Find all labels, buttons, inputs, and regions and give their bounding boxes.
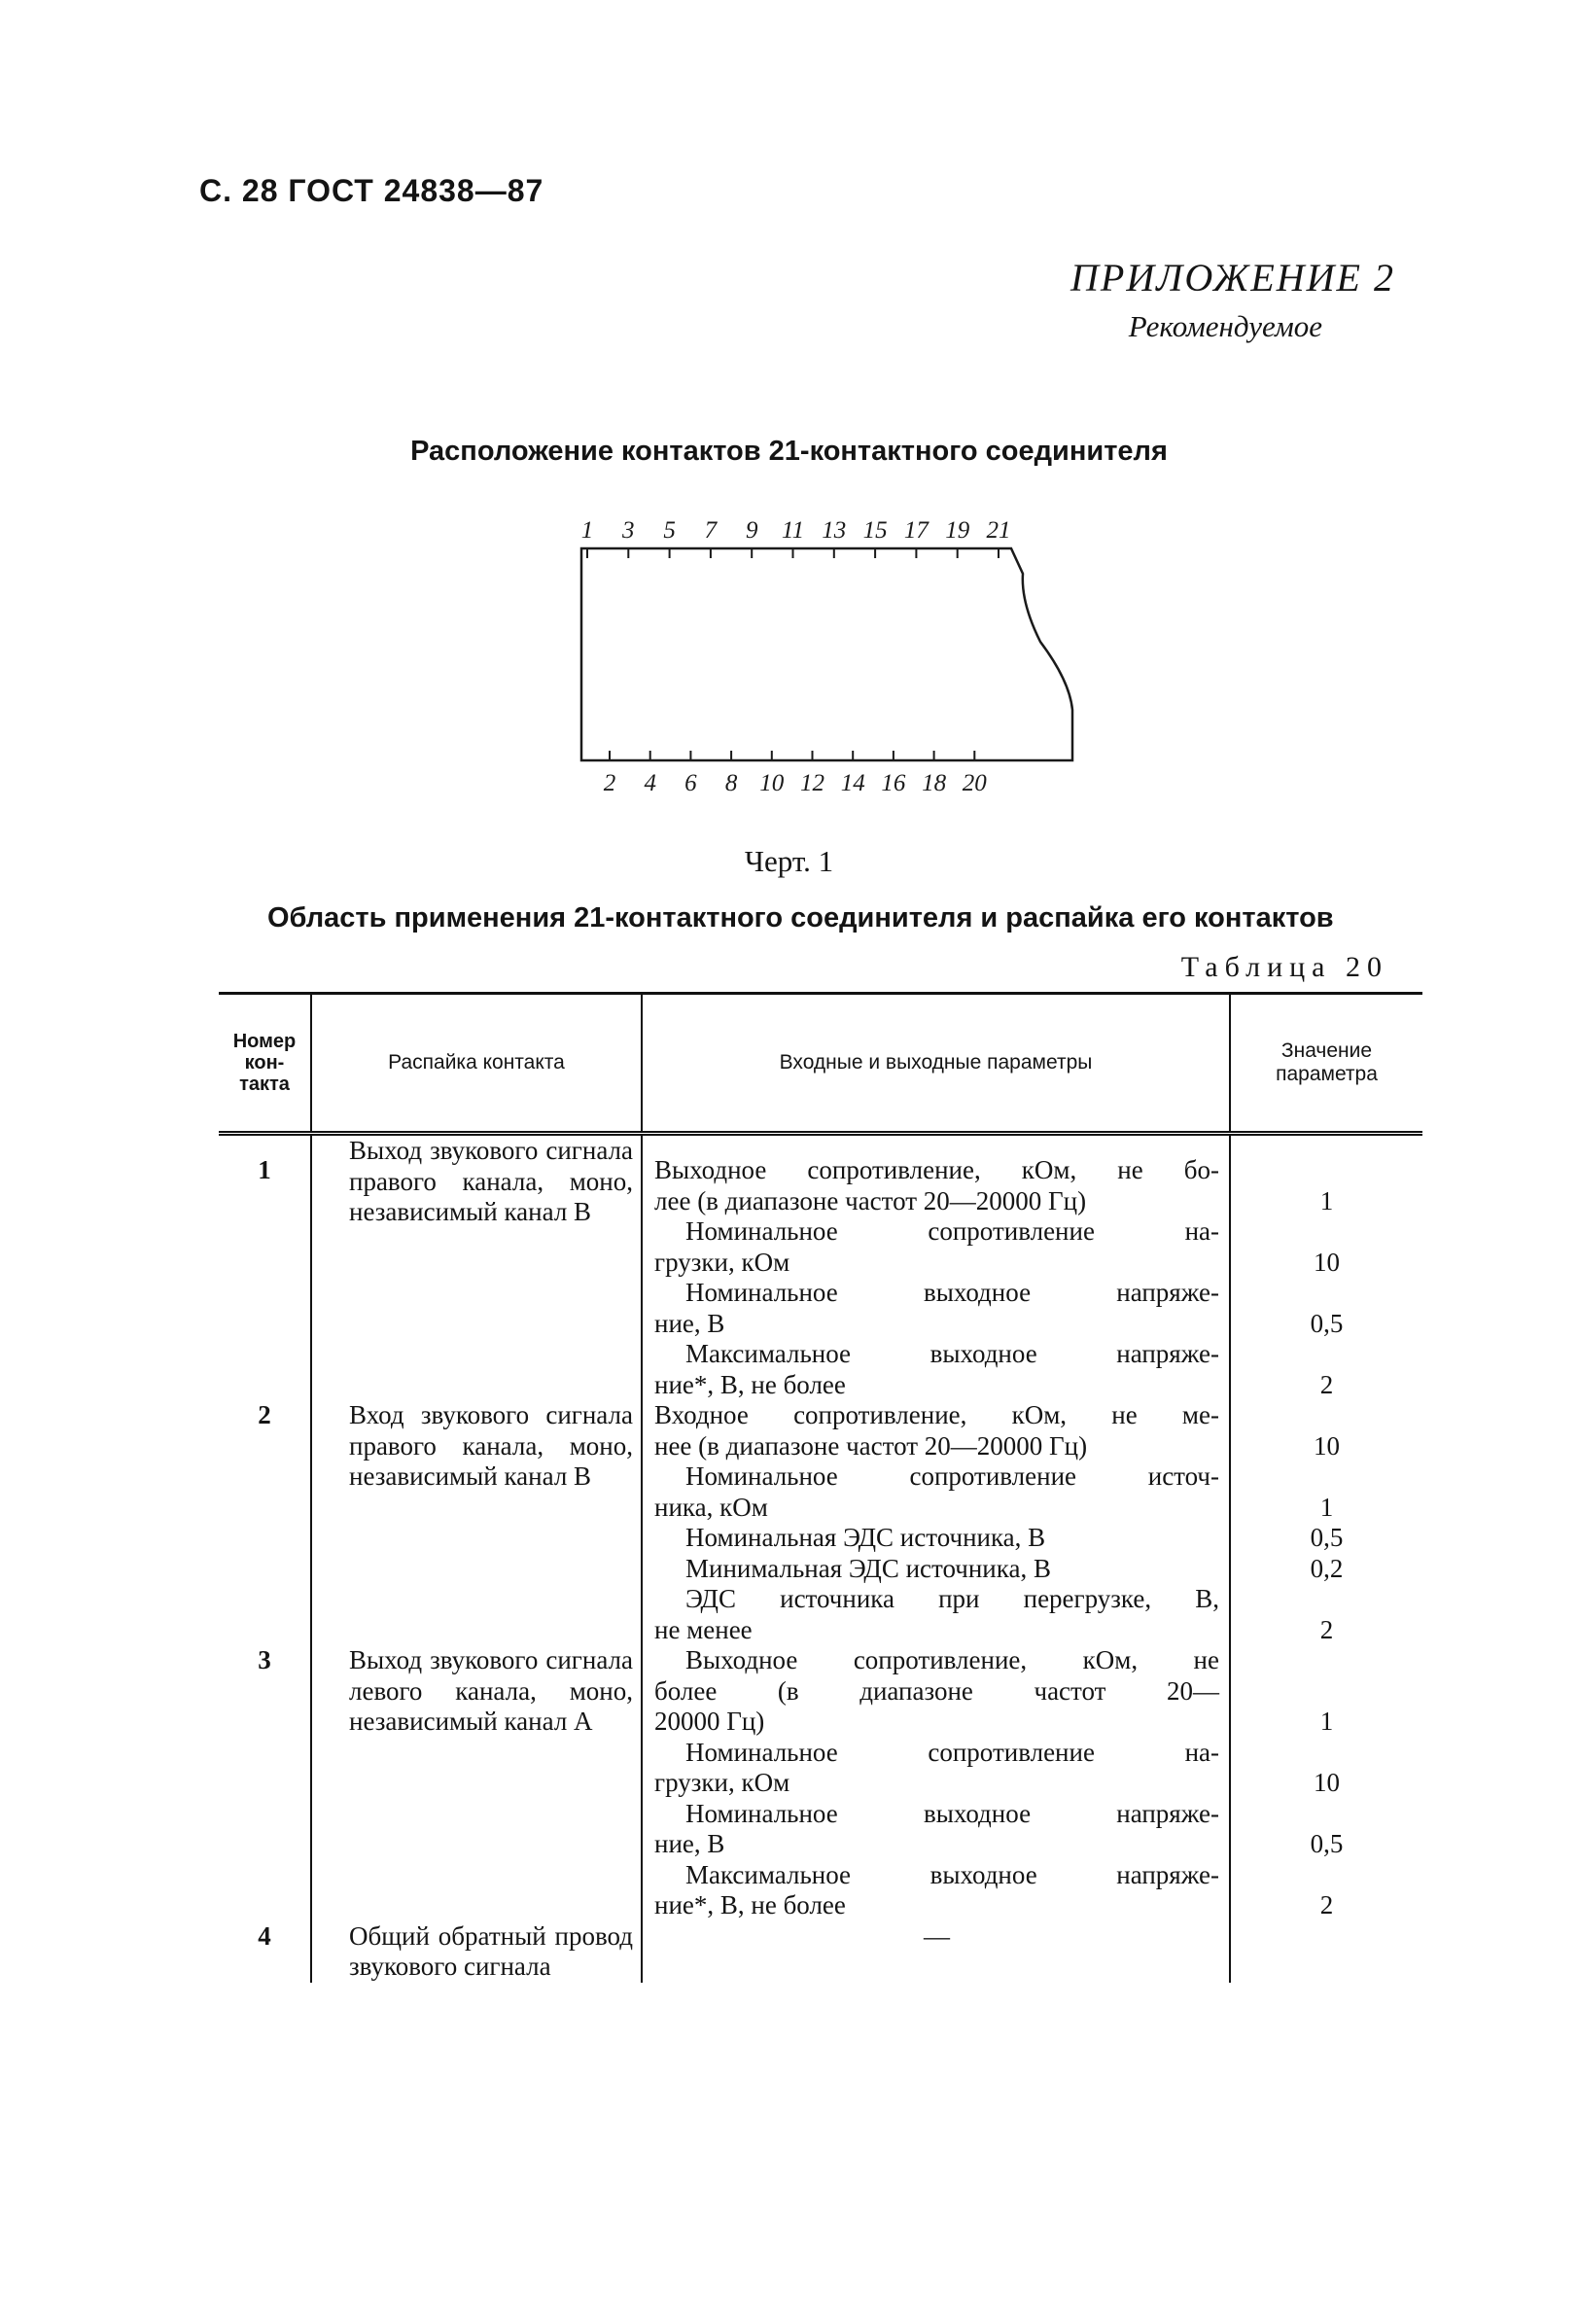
top-pin-label: 11 [781,517,805,544]
parameter-value: 2 [1319,1369,1334,1399]
parameter-text: ние, В [654,1829,725,1858]
bottom-pin-label: 10 [759,770,785,796]
figure-caption: Черт. 1 [744,844,834,878]
contact-number: 1 [258,1155,271,1184]
parameter-value [1231,1645,1422,1676]
parameter-value: 0,5 [1310,1829,1344,1858]
bottom-pin-label: 8 [724,770,738,796]
table-row [219,1134,1422,1401]
parameter-value [1231,1860,1422,1891]
parameter-value [1231,1278,1422,1309]
table-row [219,1400,1422,1645]
contact-assignment: Выход звукового сигнала правого канала, моно, независимый канал В [311,1134,642,1401]
parameter-text: 20000 Гц) [654,1707,765,1736]
parameter-text: нее (в диапазоне частот 20—20000 Гц) [654,1430,1088,1461]
top-pin-label: 13 [822,517,847,544]
header-assignment: Распайка контакта [311,994,642,1134]
parameter-value: 0,5 [1310,1523,1344,1552]
parameter-value [1231,1216,1422,1248]
bottom-pin-label: 6 [684,770,697,796]
parameter-text: Номинальное сопротивление на- [685,1737,1219,1767]
table-title: Область применения 21-контактного соединителя и распайка его контактов [267,902,1334,933]
parameter-text: Номинальное выходное напряже- [685,1798,1219,1828]
parameter-text: грузки, кОм [654,1768,790,1797]
contact-assignment: Выход звукового сигнала левого канала, моно, независимый канал А [311,1645,642,1921]
parameter-text: Номинальное выходное напряже- [685,1278,1219,1307]
parameter-list [642,1645,1230,1921]
table-row [219,1645,1422,1921]
parameter-text: Выходное сопротивление, кОм, не [685,1645,1219,1674]
parameter-text: Номинальная ЭДС источника, В [685,1523,1046,1552]
value-list [1230,1921,1422,1983]
value-list [1230,1645,1422,1921]
bottom-pin-label: 2 [603,770,616,796]
value-list [1230,1400,1422,1645]
parameter-value: 2 [1319,1614,1334,1644]
parameter-value [1231,1400,1422,1431]
top-pin-label: 7 [704,517,718,544]
table-label: Таблица 20 [1180,951,1388,983]
parameter-value [1231,1584,1422,1615]
top-pin-label: 21 [986,517,1011,544]
contact-assignment: Вход звукового сигнала правого канала, моно, независимый канал В [311,1400,642,1645]
top-pin-label: 3 [622,517,635,544]
top-pin-label: 15 [862,517,888,544]
parameter-value [1231,1339,1422,1370]
parameter-text: ЭДС источника при перегрузке, В, [685,1584,1219,1613]
value-list [1230,1134,1422,1401]
figure-title: Расположение контактов 21-контактного соединителя [410,436,1168,467]
parameter-value: 1 [1319,1492,1334,1522]
parameter-text: — [924,1920,950,1951]
bottom-pin-label: 18 [922,770,947,796]
parameter-text: не менее [654,1614,753,1644]
parameter-value [1231,1799,1422,1830]
parameter-text: ника, кОм [654,1492,768,1522]
parameter-text: ние, В [654,1308,725,1338]
page-header: С. 28 ГОСТ 24838—87 [199,173,544,208]
contact-number: 4 [258,1920,271,1951]
parameter-value: 0,2 [1310,1553,1344,1583]
contact-assignment: Общий обратный провод звукового сигнала [311,1921,642,1983]
parameter-text: более (в диапазоне частот 20— [654,1675,1219,1706]
appendix-title: ПРИЛОЖЕНИЕ 2 [1070,256,1395,299]
parameter-list [642,1134,1230,1401]
bottom-pin-label: 16 [881,770,906,796]
parameter-value: 10 [1314,1430,1340,1461]
appendix-subtitle: Рекомендуемое [1128,309,1322,343]
header-contact-number: Номер кон-такта [219,994,311,1134]
parameter-value [1231,1921,1422,1953]
parameter-text: Входное сопротивление, кОм, не ме- [654,1400,1219,1429]
bottom-pin-label: 12 [800,770,824,796]
parameter-text: лее (в диапазоне частот 20—20000 Гц) [654,1185,1087,1215]
parameter-value: 1 [1319,1185,1334,1215]
connector-outline [581,548,1072,760]
parameter-text: Минимальная ЭДС источника, В [685,1553,1051,1583]
parameter-text: Максимальное выходное напряже- [685,1859,1219,1889]
table-header-row [219,994,1422,1134]
bottom-pin-label: 14 [840,770,865,796]
parameter-text: Номинальное сопротивление источ- [685,1461,1219,1491]
parameter-text: Максимальное выходное напряже- [685,1339,1219,1368]
parameter-text: ние*, В, не более [654,1890,846,1919]
contact-number: 3 [258,1645,271,1674]
contacts-table [219,992,1422,1983]
header-value: Значение параметра [1230,994,1422,1134]
top-pin-label: 9 [745,517,758,544]
parameter-value [1231,1676,1422,1708]
parameter-text: ние*, В, не более [654,1369,846,1399]
parameter-value [1231,1738,1422,1769]
top-pin-label: 19 [945,517,970,544]
parameter-value [1231,1155,1422,1186]
parameter-list [642,1400,1230,1645]
parameter-value [1231,1461,1422,1493]
parameter-text: грузки, кОм [654,1247,790,1277]
parameter-value: 10 [1314,1768,1340,1797]
table-row [219,1921,1422,1983]
parameter-value: 2 [1319,1890,1334,1919]
contact-number: 2 [258,1400,271,1429]
parameter-text: Выходное сопротивление, кОм, не бо- [654,1155,1219,1184]
top-pin-label: 17 [903,517,929,544]
top-pin-label: 5 [663,517,676,544]
connector-diagram [0,0,1578,836]
bottom-pin-label: 20 [962,770,987,796]
parameter-value: 0,5 [1310,1308,1344,1338]
bottom-pin-label: 4 [644,770,656,796]
top-pin-label: 1 [580,517,594,544]
parameter-value: 10 [1314,1247,1340,1277]
parameter-text: Номинальное сопротивление на- [685,1216,1219,1246]
header-parameters: Входные и выходные параметры [642,994,1230,1134]
parameter-list [642,1921,1230,1983]
parameter-value: 1 [1319,1707,1334,1736]
